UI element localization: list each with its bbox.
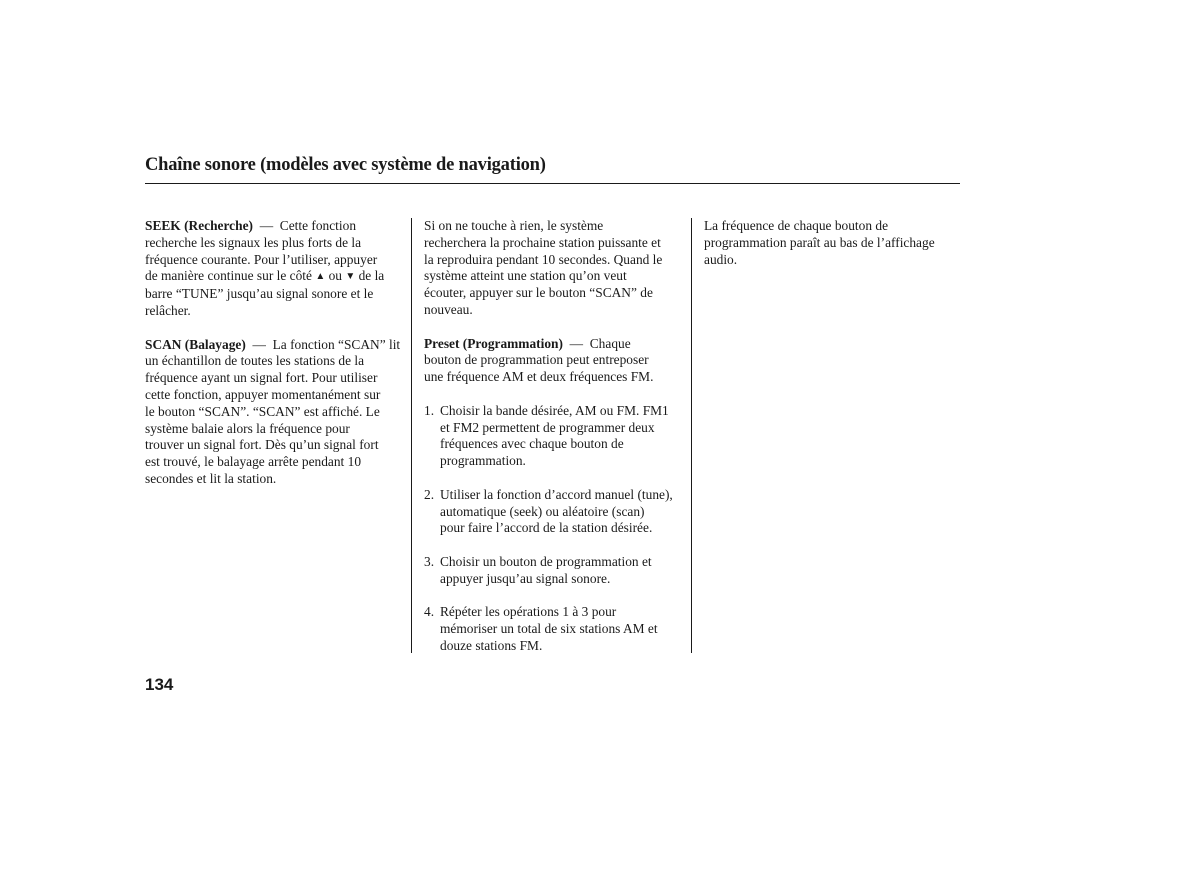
title-divider [145, 183, 960, 184]
scan-dash: — [252, 336, 266, 352]
column-2 [424, 218, 686, 672]
column-1 [145, 218, 405, 505]
step-line: pour faire l’accord de la station désirée. [440, 520, 653, 536]
scan-heading: SCAN (Balayage) [145, 336, 246, 352]
seek-line: ou [328, 268, 342, 284]
preset-line: bouton de programmation peut entreposer [424, 352, 649, 368]
seek-heading: SEEK (Recherche) [145, 218, 253, 233]
intro-line: recherchera la prochaine station puissante et [424, 234, 661, 250]
intro-line: nouveau. [424, 301, 473, 317]
step-line: Choisir la bande désirée, AM ou FM. FM1 [440, 402, 669, 418]
scan-paragraph [145, 337, 405, 488]
seek-line: recherche les signaux les plus forts de la [145, 234, 362, 250]
seek-line: de manière continue sur le côté [145, 268, 312, 284]
preset-dash: — [569, 335, 584, 351]
list-item [424, 487, 686, 537]
step-line: douze stations FM. [440, 637, 543, 653]
preset-line: Chaque [589, 335, 631, 351]
up-arrow-icon: ▲ [315, 271, 326, 283]
scan-line: le bouton “SCAN”. “SCAN” est affiché. Le [145, 403, 380, 419]
display-line: La fréquence de chaque bouton de [704, 218, 889, 233]
seek-line: de la [358, 268, 385, 284]
step-line: Utiliser la fonction d’accord manuel (tune), [440, 486, 673, 502]
list-item [424, 554, 686, 588]
page-title: Chaîne sonore (modèles avec système de navigation) [145, 155, 546, 175]
seek-dash: — [259, 218, 274, 233]
step-line: mémoriser un total de six stations AM et [440, 621, 658, 637]
column-divider-2 [691, 218, 692, 653]
preset-line: une fréquence AM et deux fréquences FM. [424, 369, 654, 385]
intro-line: écouter, appuyer sur le bouton “SCAN” de [424, 285, 653, 301]
seek-line: Cette fonction [279, 218, 357, 233]
seek-paragraph [145, 218, 405, 320]
display-line: audio. [704, 251, 738, 267]
step-line: Choisir un bouton de programmation et [440, 553, 652, 569]
intro-line: Si on ne touche à rien, le système [424, 218, 604, 233]
seek-line: fréquence courante. Pour l’utiliser, appuyer [145, 251, 378, 267]
intro-line: système atteint une station qu’on veut [424, 268, 627, 284]
list-item [424, 403, 686, 470]
step-line: appuyer jusqu’au signal sonore. [440, 570, 611, 586]
step-line: fréquences avec chaque bouton de [440, 436, 624, 452]
column-3 [704, 218, 956, 285]
scan-line: un échantillon de toutes les stations de la [145, 353, 365, 369]
step-line: Répéter les opérations 1 à 3 pour [440, 604, 617, 620]
scan-line: La fonction “SCAN” lit [272, 336, 401, 352]
preset-steps-list [424, 403, 686, 655]
page-number: 134 [145, 675, 174, 694]
seek-line: barre “TUNE” jusqu’au signal sonore et le [145, 286, 374, 302]
step-number: 1. [424, 402, 435, 418]
step-line: et FM2 permettent de programmer deux [440, 419, 655, 435]
step-number: 4. [424, 604, 435, 620]
preset-heading: Preset (Programmation) [424, 335, 563, 351]
intro-line: la reproduira pendant 10 secondes. Quand le [424, 251, 663, 267]
step-line: automatique (seek) ou aléatoire (scan) [440, 503, 645, 519]
preset-display-paragraph [704, 218, 956, 268]
scan-line: est trouvé, le balayage arrête pendant 10 [145, 454, 362, 470]
scan-continued-paragraph [424, 218, 686, 319]
down-arrow-icon: ▼ [345, 271, 356, 283]
scan-line: secondes et lit la station. [145, 470, 277, 486]
preset-paragraph [424, 336, 686, 386]
step-number: 2. [424, 486, 435, 502]
scan-line: trouver un signal fort. Dès qu’un signal fort [145, 437, 379, 453]
display-line: programmation paraît au bas de l’affichage [704, 234, 935, 250]
list-item [424, 604, 686, 654]
seek-line: relâcher. [145, 302, 191, 318]
scan-line: fréquence ayant un signal fort. Pour utiliser [145, 370, 378, 386]
column-divider-1 [411, 218, 412, 653]
step-line: programmation. [440, 453, 526, 469]
scan-line: cette fonction, appuyer momentanément sur [145, 386, 381, 402]
step-number: 3. [424, 553, 435, 569]
scan-line: système balaie alors la fréquence pour [145, 420, 350, 436]
